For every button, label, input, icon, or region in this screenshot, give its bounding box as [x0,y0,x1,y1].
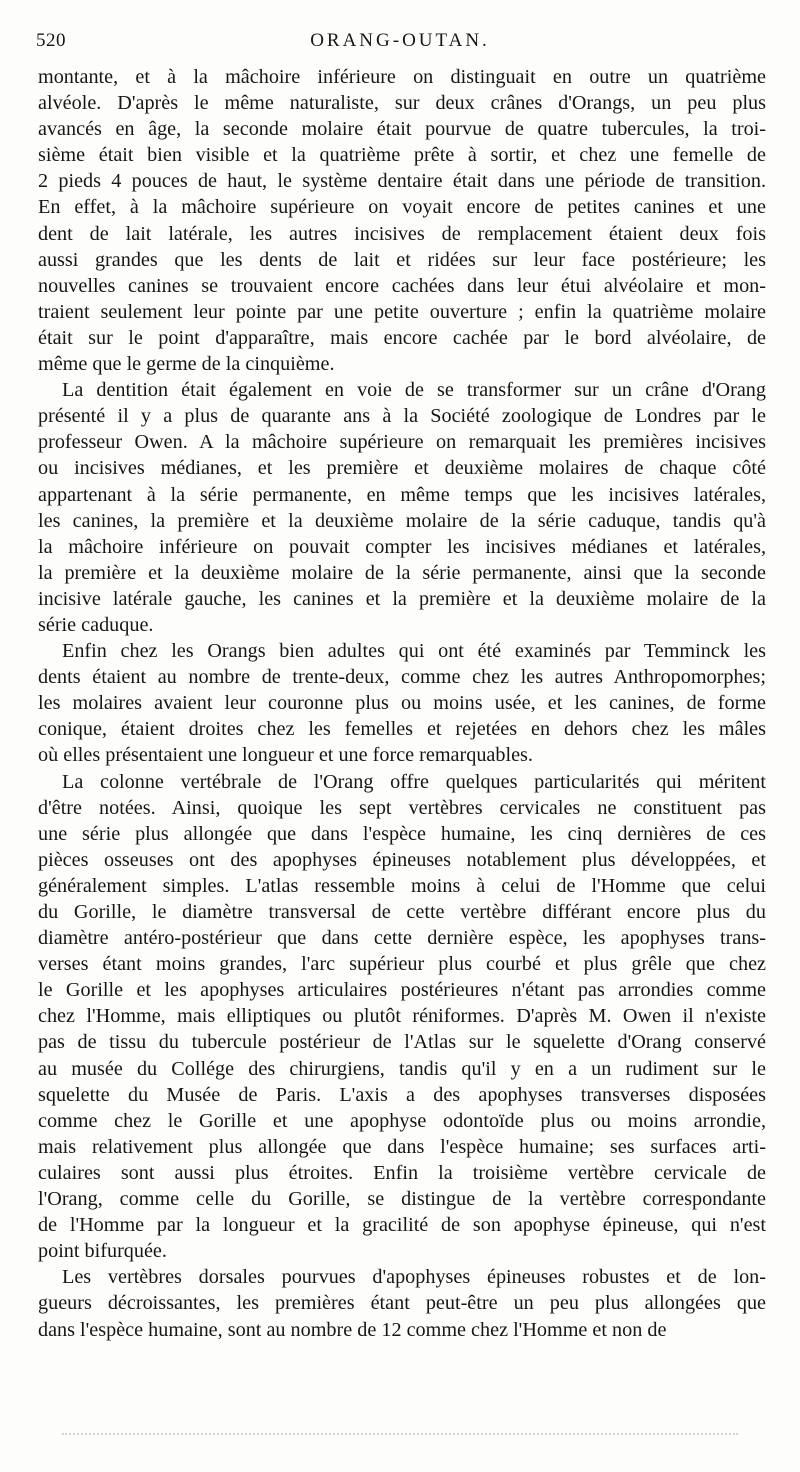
text-line: était sur le point d'apparaître, mais encore cachée par le bord alvéolaire, de [38,326,766,349]
text-line: présenté il y a plus de quarante ans à la Société zoologique de Londres par le [38,405,766,428]
text-line: nouvelles canines se trouvaient encore cachées dans leur étui alvéolaire et mon- [38,274,766,297]
text-line: dents étaient au nombre de trente-deux, comme chez les autres Anthropomorphes; [38,666,766,689]
text-line: l'Orang, comme celle du Gorille, se distingue de la vertèbre correspondante [38,1188,766,1211]
text-line: une série plus allongée que dans l'espèce humaine, les cinq dernières de ces [38,822,766,845]
text-line: alvéole. D'après le même naturaliste, sur deux crânes d'Orangs, un peu plus [38,92,766,115]
text-line: 2 pieds 4 pouces de haut, le système dentaire était dans une période de transition. [38,170,766,193]
text-line: chez l'Homme, mais elliptiques ou plutôt réniformes. D'après M. Owen il n'existe [38,1005,766,1028]
text-line: squelette du Musée de Paris. L'axis a des apophyses transverses disposées [38,1083,766,1106]
paragraph [38,64,766,377]
text-line: gueurs décroissantes, les premières étant peut-être un peu plus allongées que [38,1292,766,1315]
text-line: même que le germe de la cinquième. [38,353,335,376]
text-line: au musée du Collége des chirurgiens, tandis qu'il y en a un rudiment sur le [38,1057,766,1080]
body-text [38,64,766,1343]
bottom-print-artifact [62,1433,738,1437]
text-line: comme chez le Gorille et une apophyse odontoïde plus ou moins arrondie, [38,1109,766,1132]
text-line: traient seulement leur pointe par une petite ouverture ; enfin la quatrième molaire [38,300,766,323]
text-line: du Gorille, le diamètre transversal de cette vertèbre différant encore plus du [38,901,766,923]
page-number: 520 [36,30,66,51]
text-line: La dentition était également en voie de se transformer sur un crâne d'Orang [62,379,766,402]
text-line: verses étant moins grandes, l'arc supérieur plus courbé et plus grêle que chez [38,953,766,976]
text-line: généralement simples. L'atlas ressemble moins à celui de l'Homme que celui [38,874,766,897]
text-line: avancés en âge, la seconde molaire était pourvue de quatre tubercules, la troi- [38,118,766,141]
running-title: ORANG-OUTAN. [310,30,490,51]
text-line: En effet, à la mâchoire supérieure on voyait encore de petites canines et une [38,196,766,219]
text-line: culaires sont aussi plus étroites. Enfin la troisième vertèbre cervicale de [38,1161,766,1184]
text-line: d'être notées. Ainsi, quoique les sept vertèbres cervicales ne constituent pas [38,796,766,819]
paragraph [38,1264,766,1342]
text-line: série caduque. [38,613,154,636]
text-line: pas de tissu du tubercule postérieur de l'Atlas sur le squelette d'Orang conservé [38,1031,766,1054]
text-line: la mâchoire inférieure on pouvait compter les incisives médianes et latérales, [38,535,766,558]
paragraph [38,377,766,638]
text-line: diamètre antéro-postérieur que dans cette dernière espèce, les apophyses trans- [38,927,766,950]
text-line: les canines, la première et la deuxième molaire de la série caduque, tandis qu'à [38,509,766,532]
text-line: Enfin chez les Orangs bien adultes qui ont été examinés par Temminck les [62,640,766,663]
paragraph [38,769,766,1265]
text-line: incisive latérale gauche, les canines et la première et la deuxième molaire de la [38,587,766,610]
text-line: la première et la deuxième molaire de la série permanente, ainsi que la seconde [38,561,766,584]
text-line: de l'Homme par la longueur et la gracilité de son apophyse épineuse, qui n'est [38,1214,766,1237]
text-line: conique, étaient droites chez les femelles et rejetées en dehors chez les mâles [38,718,766,741]
text-line: professeur Owen. A la mâchoire supérieure on remarquait les premières incisives [38,431,766,454]
text-line: où elles présentaient une longueur et une force remarquables. [38,744,533,767]
text-line: appartenant à la série permanente, en même temps que les incisives latérales, [38,483,766,506]
text-line: les molaires avaient leur couronne plus ou moins usée, et les canines, de forme [38,692,766,715]
text-line: le Gorille et les apophyses articulaires postérieures n'étant pas arrondies comme [38,979,766,1002]
text-line: Les vertèbres dorsales pourvues d'apophyses épineuses robustes et de lon- [62,1266,766,1289]
text-line: pièces osseuses ont des apophyses épineuses notablement plus développées, et [38,848,766,871]
text-line: sième était bien visible et la quatrième prête à sortir, et chez une femelle de [38,144,766,167]
page-header [36,30,764,58]
text-line: point bifurquée. [38,1240,167,1263]
text-line: dent de lait latérale, les autres incisives de remplacement étaient deux fois [38,222,766,245]
text-line: montante, et à la mâchoire inférieure on distinguait en outre un quatrième [38,66,766,88]
text-line: La colonne vertébrale de l'Orang offre quelques particularités qui méritent [62,770,766,793]
text-line: mais relativement plus allongée que dans l'espèce humaine; ses surfaces arti- [38,1135,766,1158]
text-line: dans l'espèce humaine, sont au nombre de 12 comme chez l'Homme et non de [38,1318,667,1341]
paragraph [38,638,766,768]
text-line: ou incisives médianes, et les première et deuxième molaires de chaque côté [38,457,766,480]
text-line: aussi grandes que les dents de lait et ridées sur leur face postérieure; les [38,248,766,271]
